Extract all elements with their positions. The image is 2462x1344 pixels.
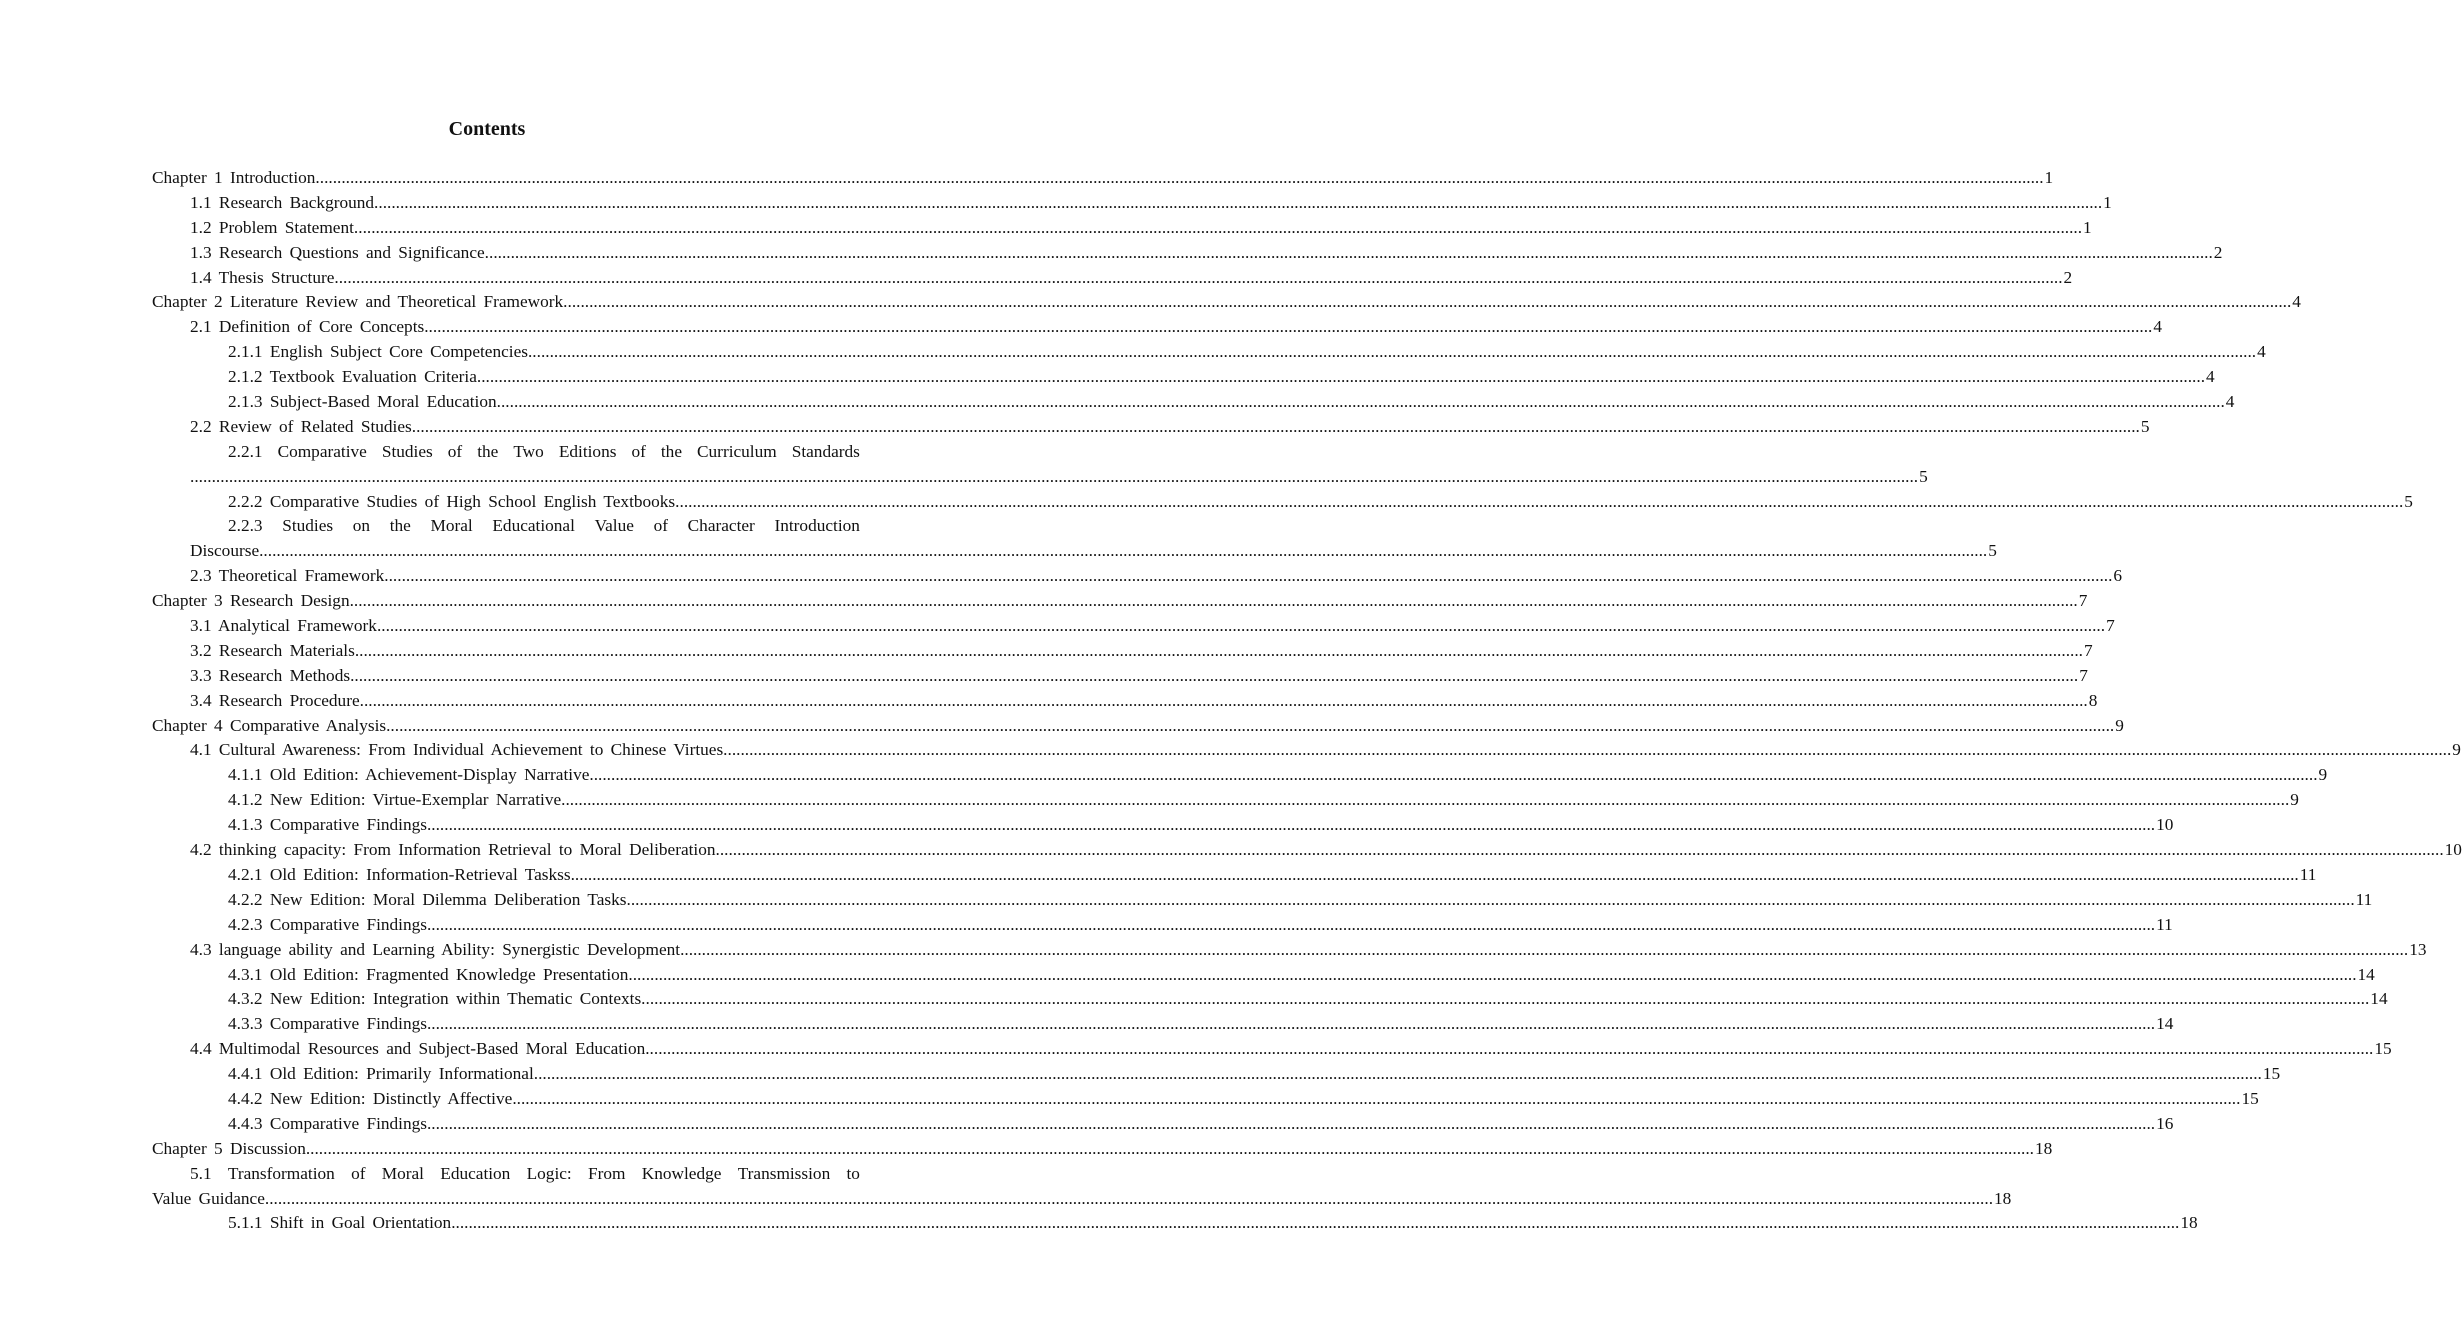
toc-entry[interactable] bbox=[152, 539, 1997, 564]
toc-entry-title: 4.3.3 Comparative Findings bbox=[228, 1014, 427, 1034]
toc-entry-title: 2.1.3 Subject-Based Moral Education bbox=[228, 392, 497, 412]
toc-entry-title: 4.3.2 New Edition: Integration within Thematic Contexts bbox=[228, 989, 642, 1009]
toc-page-number: 15 bbox=[2262, 1064, 2281, 1084]
toc-entry-title: 4.1 Cultural Awareness: From Individual Achievement to Chinese Virtues bbox=[190, 740, 724, 760]
toc-entry-title: 3.1 Analytical Framework bbox=[190, 616, 377, 636]
toc-entry-title: 2.1.1 English Subject Core Competencies bbox=[228, 342, 528, 362]
toc-entry-title: 4.4 Multimodal Resources and Subject-Based Moral Education bbox=[190, 1039, 646, 1059]
dot-leader: ................................................................................................................................................................................................................................................................................................................................................................................................................ bbox=[496, 392, 2225, 412]
toc-page-number: 13 bbox=[2409, 939, 2427, 959]
toc-entry-title: 1.3 Research Questions and Significance bbox=[190, 242, 485, 262]
toc-entry-title: 3.3 Research Methods bbox=[190, 665, 351, 685]
toc-entry-title: Chapter 5 Discussion bbox=[152, 1138, 306, 1158]
toc-entry-title: 3.2 Research Materials bbox=[190, 640, 355, 660]
toc-entry-title: Chapter 3 Research Design bbox=[152, 591, 350, 611]
dot-leader: ................................................................................................................................................................................................................................................................................................................................................................................................................ bbox=[561, 790, 2290, 810]
toc-entry-title: 4.1.3 Comparative Findings bbox=[228, 815, 427, 835]
toc-page-number: 2 bbox=[2063, 267, 2073, 287]
toc-entry-title: 2.3 Theoretical Framework bbox=[190, 566, 385, 586]
dot-leader: ................................................................................................................................................................................................................................................................................................................................................................................................................ bbox=[384, 566, 2113, 586]
dot-leader: ................................................................................................................................................................................................................................................................................................................................................................................................................ bbox=[533, 1064, 2262, 1084]
dot-leader: ................................................................................................................................................................................................................................................................................................................................................................................................................ bbox=[315, 168, 2044, 187]
toc-entry[interactable] bbox=[152, 390, 2235, 415]
toc-entry[interactable] bbox=[152, 888, 2373, 913]
toc-page-number: 7 bbox=[2106, 616, 2115, 636]
toc-page-number: 14 bbox=[2357, 964, 2375, 984]
toc-page-number: 7 bbox=[2083, 640, 2093, 660]
toc-page-number: 1 bbox=[2103, 192, 2112, 212]
toc-page-number: 18 bbox=[1994, 1188, 2012, 1208]
toc-entry[interactable] bbox=[152, 938, 2427, 963]
toc-entry-title: 2.2.2 Comparative Studies of High School English Textbooks bbox=[228, 491, 676, 511]
toc-entry-title: 1.1 Research Background bbox=[190, 192, 375, 212]
toc-entry-title: 1.4 Thesis Structure bbox=[190, 267, 335, 287]
dot-leader: ................................................................................................................................................................................................................................................................................................................................................................................................................ bbox=[426, 1014, 2156, 1034]
dot-leader: ................................................................................................................................................................................................................................................................................................................................................................................................................ bbox=[386, 715, 2115, 735]
toc-page-number: 9 bbox=[2290, 790, 2299, 810]
toc-page-number: 8 bbox=[2088, 690, 2098, 710]
toc-entry[interactable] bbox=[152, 1137, 2053, 1162]
dot-leader: ................................................................................................................................................................................................................................................................................................................................................................................................................ bbox=[527, 342, 2257, 362]
toc-page-number: 11 bbox=[2156, 914, 2173, 934]
toc-entry-title: 2.2 Review of Related Studies bbox=[190, 416, 412, 436]
dot-leader: ................................................................................................................................................................................................................................................................................................................................................................................................................ bbox=[259, 541, 1988, 561]
toc-page-number: 10 bbox=[2444, 840, 2462, 860]
toc-entry[interactable] bbox=[152, 340, 2266, 365]
toc-page-number: 11 bbox=[2355, 889, 2373, 909]
dot-leader: ................................................................................................................................................................................................................................................................................................................................................................................................................ bbox=[376, 616, 2106, 636]
dot-leader: ................................................................................................................................................................................................................................................................................................................................................................................................................ bbox=[641, 989, 2370, 1009]
toc-entry-title: 4.4.2 New Edition: Distinctly Affective bbox=[228, 1088, 513, 1108]
toc-entry[interactable] bbox=[152, 465, 1928, 490]
toc-page-number: 9 bbox=[2452, 740, 2461, 760]
dot-leader: ................................................................................................................................................................................................................................................................................................................................................................................................................ bbox=[190, 466, 1919, 486]
toc-page-number: 5 bbox=[1919, 466, 1928, 486]
toc-entry-title: Chapter 2 Literature Review and Theoretical Framework bbox=[152, 292, 564, 312]
toc-page-number: 4 bbox=[2292, 292, 2301, 312]
toc-page-number: 9 bbox=[2318, 765, 2328, 785]
toc-page-number: 10 bbox=[2156, 815, 2174, 835]
toc-page-number: 1 bbox=[2083, 217, 2092, 237]
toc-page-number: 4 bbox=[2153, 317, 2162, 337]
dot-leader: ................................................................................................................................................................................................................................................................................................................................................................................................................ bbox=[570, 864, 2299, 884]
dot-leader: ................................................................................................................................................................................................................................................................................................................................................................................................................ bbox=[350, 665, 2079, 685]
toc-entry-title: Discourse bbox=[190, 541, 260, 561]
dot-leader: ................................................................................................................................................................................................................................................................................................................................................................................................................ bbox=[426, 914, 2156, 934]
toc-entry[interactable] bbox=[152, 191, 2112, 216]
dot-leader: ................................................................................................................................................................................................................................................................................................................................................................................................................ bbox=[451, 1213, 2180, 1233]
toc-entry-title: 5.1.1 Shift in Goal Orientation bbox=[228, 1213, 452, 1233]
dot-leader: ................................................................................................................................................................................................................................................................................................................................................................................................................ bbox=[715, 840, 2444, 860]
dot-leader: ................................................................................................................................................................................................................................................................................................................................................................................................................ bbox=[589, 765, 2318, 785]
toc-entry[interactable] bbox=[152, 589, 2088, 614]
toc-page-number: 18 bbox=[2180, 1213, 2198, 1233]
toc-page-number: 4 bbox=[2257, 342, 2266, 362]
dot-leader: ................................................................................................................................................................................................................................................................................................................................................................................................................ bbox=[645, 1039, 2374, 1059]
toc-entry[interactable] bbox=[152, 689, 2098, 714]
toc-entry[interactable] bbox=[152, 913, 2173, 938]
toc-entry[interactable] bbox=[152, 415, 2150, 440]
toc-entry-title: 2.1 Definition of Core Concepts bbox=[190, 317, 425, 337]
dot-leader: ................................................................................................................................................................................................................................................................................................................................................................................................................ bbox=[305, 1138, 2034, 1158]
toc-entry[interactable] bbox=[152, 763, 2328, 788]
toc-entry-title: 4.2.1 Old Edition: Information-Retrieval Taskss bbox=[228, 864, 571, 884]
toc-entry-title: 4.2.3 Comparative Findings bbox=[228, 914, 427, 934]
toc-page-number: 7 bbox=[2078, 591, 2088, 611]
toc-entry-title: 2.1.2 Textbook Evaluation Criteria bbox=[228, 367, 477, 387]
toc-entry[interactable] bbox=[152, 1112, 2174, 1137]
toc-entry[interactable] bbox=[152, 564, 2123, 589]
toc-page-number: 4 bbox=[2206, 367, 2215, 387]
contents-title: Contents bbox=[448, 118, 526, 140]
toc-page-number: 14 bbox=[2156, 1014, 2174, 1034]
toc-entry[interactable] bbox=[152, 863, 2317, 888]
toc-page-number: 5 bbox=[1988, 541, 1997, 561]
toc-entry[interactable] bbox=[152, 1037, 2392, 1062]
toc-entry[interactable] bbox=[152, 664, 2088, 689]
toc-page-number: 15 bbox=[2374, 1039, 2392, 1059]
toc-page-number: 2 bbox=[2213, 242, 2223, 262]
toc-entry[interactable] bbox=[152, 639, 2093, 664]
toc-entry-title: Chapter 4 Comparative Analysis bbox=[152, 715, 387, 735]
toc-page-number: 15 bbox=[2241, 1088, 2259, 1108]
toc-entry-title-line[interactable]: 5.1 Transformation of Moral Education Logic: From Knowledge Transmission to bbox=[190, 1163, 860, 1183]
toc-entry[interactable] bbox=[152, 365, 2215, 390]
dot-leader: ................................................................................................................................................................................................................................................................................................................................................................................................................ bbox=[359, 690, 2088, 710]
toc-entry-title: 3.4 Research Procedure bbox=[190, 690, 360, 710]
toc-entry[interactable] bbox=[152, 290, 2301, 315]
dot-leader: ................................................................................................................................................................................................................................................................................................................................................................................................................ bbox=[476, 367, 2206, 387]
dot-leader: ................................................................................................................................................................................................................................................................................................................................................................................................................ bbox=[354, 640, 2083, 660]
dot-leader: ................................................................................................................................................................................................................................................................................................................................................................................................................ bbox=[411, 416, 2140, 436]
dot-leader: ................................................................................................................................................................................................................................................................................................................................................................................................................ bbox=[563, 292, 2292, 312]
toc-entry-title: Chapter 1 Introduction bbox=[152, 168, 316, 187]
toc-entry[interactable] bbox=[152, 838, 2462, 863]
toc-entry[interactable] bbox=[152, 490, 2413, 515]
toc-entry-title: 4.1.1 Old Edition: Achievement-Display Narrative bbox=[228, 765, 590, 785]
toc-entry-title: Value Guidance bbox=[152, 1188, 265, 1208]
dot-leader: ................................................................................................................................................................................................................................................................................................................................................................................................................ bbox=[628, 964, 2357, 984]
toc-page-number: 9 bbox=[2115, 715, 2124, 735]
toc-entry[interactable] bbox=[152, 963, 2375, 988]
toc-entry[interactable] bbox=[152, 315, 2162, 340]
toc-entry[interactable] bbox=[152, 614, 2115, 639]
toc-page-number: 18 bbox=[2034, 1138, 2053, 1158]
toc-entry-title-line[interactable]: 2.2.3 Studies on the Moral Educational Value of Character Introduction bbox=[228, 516, 860, 536]
toc-page-number: 14 bbox=[2370, 989, 2388, 1009]
table-of-contents bbox=[152, 166, 2462, 1236]
toc-entry[interactable] bbox=[152, 266, 2073, 291]
dot-leader: ................................................................................................................................................................................................................................................................................................................................................................................................................ bbox=[334, 267, 2063, 287]
toc-entry[interactable] bbox=[152, 1012, 2174, 1037]
toc-entry[interactable] bbox=[152, 241, 2223, 266]
toc-entry[interactable] bbox=[152, 788, 2299, 813]
dot-leader: ................................................................................................................................................................................................................................................................................................................................................................................................................ bbox=[426, 1113, 2156, 1133]
dot-leader: ................................................................................................................................................................................................................................................................................................................................................................................................................ bbox=[424, 317, 2153, 337]
dot-leader: ................................................................................................................................................................................................................................................................................................................................................................................................................ bbox=[353, 217, 2083, 237]
toc-page-number: 7 bbox=[2079, 665, 2088, 685]
dot-leader: ................................................................................................................................................................................................................................................................................................................................................................................................................ bbox=[374, 192, 2103, 212]
toc-entry-title: 4.1.2 New Edition: Virtue-Exemplar Narrative bbox=[228, 790, 562, 810]
toc-entry-title-line[interactable]: 2.2.1 Comparative Studies of the Two Editions of the Curriculum Standards bbox=[228, 441, 860, 461]
toc-entry[interactable] bbox=[152, 1062, 2281, 1087]
toc-page-number: 5 bbox=[2404, 491, 2413, 511]
toc-entry[interactable] bbox=[152, 813, 2174, 838]
toc-entry[interactable] bbox=[152, 1087, 2259, 1112]
toc-entry[interactable] bbox=[152, 1187, 2012, 1212]
toc-entry[interactable] bbox=[152, 216, 2092, 241]
dot-leader: ................................................................................................................................................................................................................................................................................................................................................................................................................ bbox=[512, 1088, 2241, 1108]
dot-leader: ................................................................................................................................................................................................................................................................................................................................................................................................................ bbox=[675, 491, 2404, 511]
toc-page-number: 6 bbox=[2113, 566, 2123, 586]
dot-leader: ................................................................................................................................................................................................................................................................................................................................................................................................................ bbox=[680, 939, 2409, 959]
toc-entry-title: 4.2 thinking capacity: From Information Retrieval to Moral Deliberation bbox=[190, 840, 716, 860]
toc-page-number: 1 bbox=[2044, 168, 2054, 187]
toc-entry[interactable] bbox=[152, 1211, 2198, 1236]
dot-leader: ................................................................................................................................................................................................................................................................................................................................................................................................................ bbox=[349, 591, 2078, 611]
toc-page-number: 16 bbox=[2156, 1113, 2174, 1133]
toc-entry-title: 4.3 language ability and Learning Ability: Synergistic Development bbox=[190, 939, 681, 959]
toc-entry-title: 1.2 Problem Statement bbox=[190, 217, 354, 237]
dot-leader: ................................................................................................................................................................................................................................................................................................................................................................................................................ bbox=[626, 889, 2355, 909]
dot-leader: ................................................................................................................................................................................................................................................................................................................................................................................................................ bbox=[426, 815, 2156, 835]
dot-leader: ................................................................................................................................................................................................................................................................................................................................................................................................................ bbox=[723, 740, 2452, 760]
toc-entry[interactable] bbox=[152, 738, 2461, 763]
toc-entry[interactable] bbox=[152, 714, 2124, 739]
toc-entry-title: 4.3.1 Old Edition: Fragmented Knowledge Presentation bbox=[228, 964, 629, 984]
toc-entry-title: 4.2.2 New Edition: Moral Dilemma Deliberation Tasks bbox=[228, 889, 627, 909]
dot-leader: ................................................................................................................................................................................................................................................................................................................................................................................................................ bbox=[484, 242, 2213, 262]
toc-page-number: 5 bbox=[2140, 416, 2150, 436]
toc-page-number: 4 bbox=[2225, 392, 2235, 412]
toc-entry-title: 4.4.3 Comparative Findings bbox=[228, 1113, 427, 1133]
toc-entry[interactable] bbox=[152, 987, 2388, 1012]
dot-leader: ................................................................................................................................................................................................................................................................................................................................................................................................................ bbox=[264, 1188, 1994, 1208]
toc-entry[interactable] bbox=[152, 166, 2054, 191]
toc-page-number: 11 bbox=[2299, 864, 2317, 884]
toc-entry-title: 4.4.1 Old Edition: Primarily Informational bbox=[228, 1064, 534, 1084]
